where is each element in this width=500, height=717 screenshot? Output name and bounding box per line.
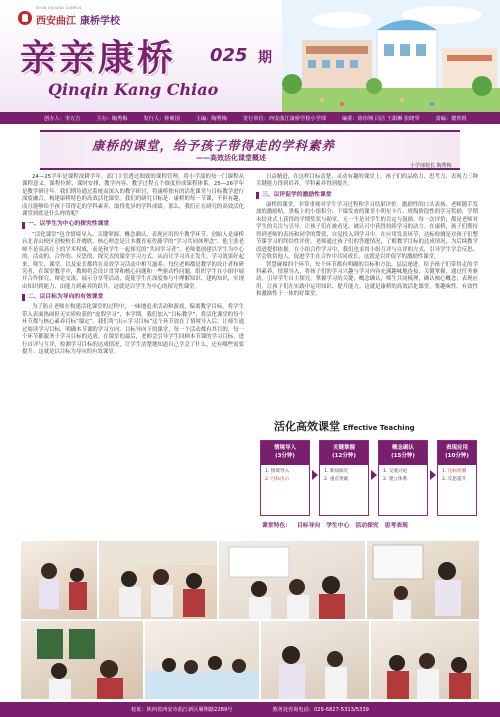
arrow-right-icon [371, 470, 377, 480]
classroom-photo [260, 620, 370, 700]
newspaper-title-en: Qinqin Kang Chiao [48, 80, 219, 99]
arrow-right-icon [312, 470, 318, 480]
info-editor: 责编：德育组 [435, 115, 467, 122]
footer-bar [0, 702, 500, 717]
logo-cn-a: 西安曲江 [36, 16, 76, 27]
logo-en: XI'AN QUJIANG CAMPUS [36, 6, 82, 10]
info-publisher: 发行人：钟鼎国 [143, 115, 180, 122]
paragraph-summary: 智慧碰撞四个环节，每个环节都有明确的目标和方法，层层递进，给予孩子们带得走的学科素养。情境导入，将孩子们的学习兴趣与学习内容充满趣味地连接；关键掌握，通过任务驱动，引导学生自主探究，掌握学习的关键；概念确认，师生共同梳理，确认核心概念；表现应用，让孩子们在实践中运用知识、提升能力。这就是康桥的高效活化课堂，集趣味性、有效性和激励性于一体的好课堂。 [256, 261, 478, 298]
section-marker-icon [256, 192, 259, 199]
info-founder: 创办人：李万吉 [44, 115, 81, 122]
headline-banner [0, 126, 500, 174]
stage-performance-apply: 表现应用 (10分钟) 1. 达标检测 2. 反思提升 [437, 440, 477, 516]
classroom-photo [20, 620, 144, 700]
arrow-right-icon [430, 470, 436, 480]
section-heading-3: 三、以评促学的激励性课堂 [256, 191, 478, 200]
headline-subtitle: ——高效活化课堂概述 [196, 154, 266, 162]
classroom-photo [370, 620, 480, 700]
section-heading-1: 一、以学生为中心的探究性课堂 [22, 221, 244, 230]
diagram-title: 活化高效课堂 Effective Teaching [274, 420, 415, 433]
article-column-left [22, 174, 244, 357]
stage-concept-confirm: 概念确认 (15分钟) 1. 交流讨论 2. 建立体系 [378, 440, 428, 516]
info-unit: 发行单位：西安曲江康桥学校小学部 [242, 115, 326, 122]
classroom-photo [20, 540, 98, 620]
classroom-photo [98, 540, 218, 620]
school-emblem-icon [18, 11, 32, 25]
logo-cn-b: 康桥学校 [80, 16, 120, 27]
paragraph-continued: 日益精进，在这样目标清楚、灵动有趣的课堂上，孩子们的品格力、思考力、表现力三种关键能力得到培养，学科素养得到提升。 [256, 174, 478, 188]
masthead [0, 0, 500, 120]
issue-number: 025 [210, 45, 248, 66]
info-committee: 编委：徐伟翔 闫洁 王甜琳 张晓琴 [341, 115, 420, 122]
feature-activity: 活动探究 [355, 523, 379, 529]
classroom-photo [218, 540, 366, 620]
feature-student: 学生中心 [326, 523, 350, 529]
classroom-photo [144, 620, 260, 700]
section-heading-2: 二、以目标为导向的有效课堂 [22, 293, 244, 302]
paragraph-intro: 24—25学年是课程深耕学年。部门主管透过细致的课程管理，将小学部的每一门课程从课程意义、课程位阶、课时安排、教学内容、教学过程五个维度形成课程体系。25—26学年是教学研讨年。我们期待通过系统而深入的教学研讨，将康桥独有的活化课堂与目标教学进行深度融合，构建康桥特色的高效活化课堂。我们的研究目标是：康桥的每一节课，不但有趣，而且能够给予孩子带得走的学科素养，取得优异的学科成绩。那么，我们正在研究的高效活化课堂到底是什么样的呢？ [22, 174, 244, 218]
classroom-photo [366, 540, 480, 620]
stage-situation-intro: 情境导入 (3分钟) 1. 情境导入 2. 目标出示 [260, 440, 310, 516]
article-byline: 小学部校长 陶秀梅 [410, 163, 452, 169]
school-building-illustration [282, 0, 500, 112]
feature-goal: 目标导向 [297, 523, 321, 529]
teaching-process-diagram [256, 418, 478, 540]
section-marker-icon [22, 294, 25, 301]
section-marker-icon [22, 222, 25, 229]
feature-thinking: 思考表现 [384, 523, 408, 529]
paragraph-section-2: 为了防止老师在构建活化课堂的过程中，一味地追求活动和游戏，偏离教学目标，将学生带入表面热闹但无实质收获的“虚假学习”，本学期，我们加入“目标教学”，将活化课堂的每个环节都与核心素养目标“锚定”。我们将“出示学习目标”这个环节放在了情境导入后，让师生通过阅读学习目标，明确本节课的学习方向。目标导向下的课堂，每一个活动都有其目的，每一个环节都服务于学习目标的达成。在课堂的最后，老师会引导学生回顾本节课的学习目标，进行自评与互评，检测学习目标的达成情况，让学生清楚地知道自己学会了什么，还有哪些需要提升。这就是以目标为导向的有效课堂。 [22, 304, 244, 356]
article-column-right [256, 174, 478, 299]
info-chief-editor: 主编：陶秀梅 [195, 115, 227, 122]
school-logo [18, 8, 120, 27]
issue-unit: 期 [258, 50, 272, 66]
masthead-info-bar [0, 112, 500, 124]
footer-address: 校址：陕西省西安市曲江新区雁翔路2289号 [131, 707, 233, 713]
newspaper-title: 亲亲康桥 [20, 37, 177, 79]
paragraph-section-1: “活化课堂”包含情境导入、关键掌握、概念确认、表现应用四个教学环节。创始人是康桥台北青山校区创校校长许晓欣。核心理念是日本教育家佐藤学的“学习共同体理念”，他主张老师不是高高在上的学术权威，而是和学生一起探究的“共同学习者”，老师要创建以学生为中心的、活动的、合作的、反思的、探究式的课堂学习方式，从而让学习真正发生。学习效果好起来，师生、课堂、以及家长都将在高效学习活动中相互滋养。每位老师都是教学的设计者和研究者，在课堂教学中，教师将会设计贯穿和核心问题和一些驱动性问题，组织学生在小组中展开合作探究、辩论交流、展示分享等活动，促使学生在深度参与中理解知识、建构知识，实现由知识到能力、由能力到素养的跃升，这就是以学生为中心的探究性课堂。 [22, 231, 244, 290]
info-host: 主办：陶秀梅 [96, 115, 128, 122]
classroom-features: 课堂特色： 目标导向 学生中心 活动探究 思考表现 [262, 520, 474, 529]
footer-phone: 教务处咨询电话：029-6827-5313/5339 [272, 707, 369, 713]
stage-key-mastery: 关键掌握 (12分钟) 1. 新知探究 2. 重点突破 [319, 440, 369, 516]
paragraph-section-3: 康桥的课堂，非常重视对学生学习过程和学习结果评价。激励性的口头表扬、老师随手发放的激励贴、黑板上的小组积分、下课发放的课堂小明星卡片、班级阶段性的学习奖励、学期末结业式上获得的学期奖状与勋章，无一不是对学生的肯定与鼓励。每一次评价，都是老师对学生的关注与引导，让孩子们在被看见、被认可中获得持续学习的动力。在康桥，孩子们期待得到老师的表扬和同学的赞赏，自觉投入到学习中。在应用发表环节，达标检测是对孩子们整节课学习的终结性评价，老师通过孩子们的答题情况，了解教学目标的达成情况，为后续教学改进提供依据。在小组合作学习中，我们也采用小组互评与自评的方式，引导学生学会反思、学会欣赏他人，促进学生在合作中共同成长，这就是以评促学的激励性课堂。 [256, 201, 478, 261]
headline-title: 康桥的课堂，给予孩子带得走的学科素养 [92, 138, 336, 153]
